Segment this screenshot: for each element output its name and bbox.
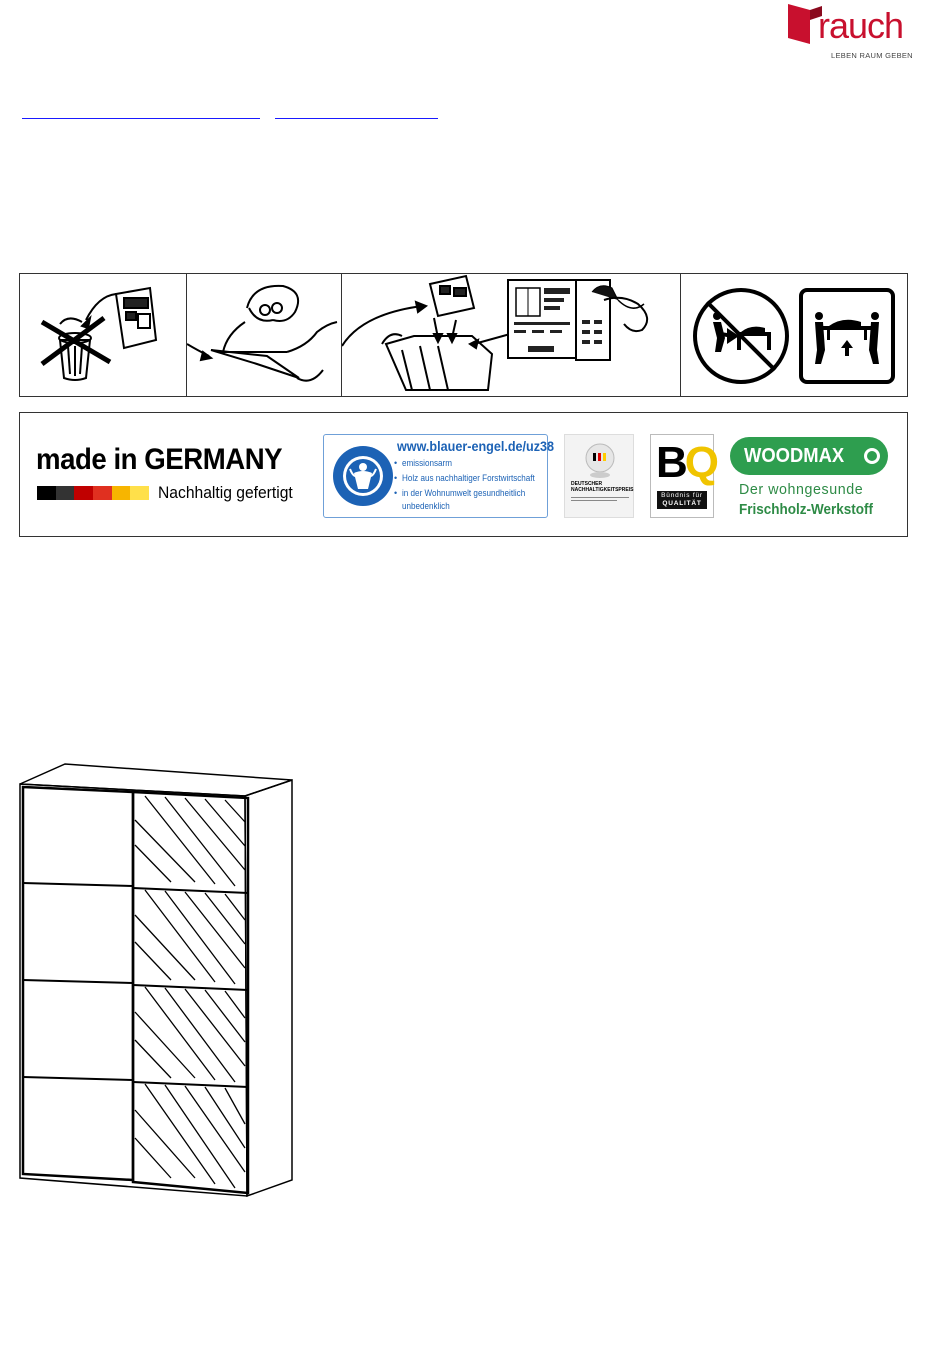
blue-angel-point: Holz aus nachhaltiger Forstwirtschaft — [402, 473, 535, 483]
certification-strip — [19, 412, 908, 537]
bullet: • — [394, 488, 398, 498]
title-line: NACHHALTIGKEITSPREIS — [571, 487, 634, 493]
document-link-1[interactable] — [22, 108, 260, 119]
blue-angel-point: emissionsarm — [402, 458, 452, 468]
made-in-germany-subtitle: Nachhaltig gefertigt — [158, 483, 293, 502]
brand-name: rauch — [818, 5, 904, 46]
blue-angel-point: in der Wohnumwelt gesundheitlich — [402, 488, 526, 498]
instruction-strip — [19, 273, 908, 397]
woodmax-badge — [730, 437, 888, 475]
bq-letter-b: B — [656, 438, 685, 487]
read-manual-icon — [187, 274, 341, 396]
bullet: • — [394, 473, 398, 483]
award-sphere-icon — [583, 441, 617, 479]
woodmax-line1: Der wohngesunde — [739, 481, 864, 498]
parts-list-icon — [508, 280, 647, 360]
woodmax-line2: Frischholz-Werkstoff — [739, 501, 874, 518]
german-flag-bar — [37, 486, 149, 500]
fine-print — [571, 497, 629, 507]
title-line: DEUTSCHER — [571, 481, 603, 487]
blue-angel-point: unbedenklich — [402, 501, 450, 511]
lift-furniture-icon — [801, 290, 893, 382]
nachhaltigkeitspreis-badge — [564, 434, 634, 518]
blue-angel-label — [323, 434, 555, 518]
bullet: • — [394, 458, 398, 468]
woodmax-name: WOODMAX — [744, 445, 845, 467]
bq-quality-logo — [650, 434, 717, 518]
brand-logo — [788, 2, 913, 62]
sliding-door-wardrobe-illustration — [15, 760, 300, 1200]
bq-line2: QUALITÄT — [662, 500, 702, 507]
nachhaltigkeitspreis-title — [571, 481, 633, 493]
bq-band — [657, 491, 707, 509]
bq-letters — [656, 438, 717, 487]
bq-line1: Bündnis für — [661, 492, 703, 499]
no-discard-manual-icon — [20, 274, 186, 396]
made-in-germany-title: made in GERMANY — [36, 443, 283, 476]
bq-letter-q: Q — [684, 438, 717, 487]
blue-angel-seal-icon — [332, 445, 394, 507]
woodmax-dot-icon — [864, 448, 880, 464]
do-not-push-furniture-icon — [681, 274, 907, 396]
document-link-2[interactable] — [275, 108, 438, 119]
store-documents-icon — [342, 274, 680, 396]
brand-tagline: LEBEN RAUM GEBEN — [831, 51, 913, 60]
blue-angel-url[interactable]: www.blauer-engel.de/uz38 — [397, 438, 555, 454]
